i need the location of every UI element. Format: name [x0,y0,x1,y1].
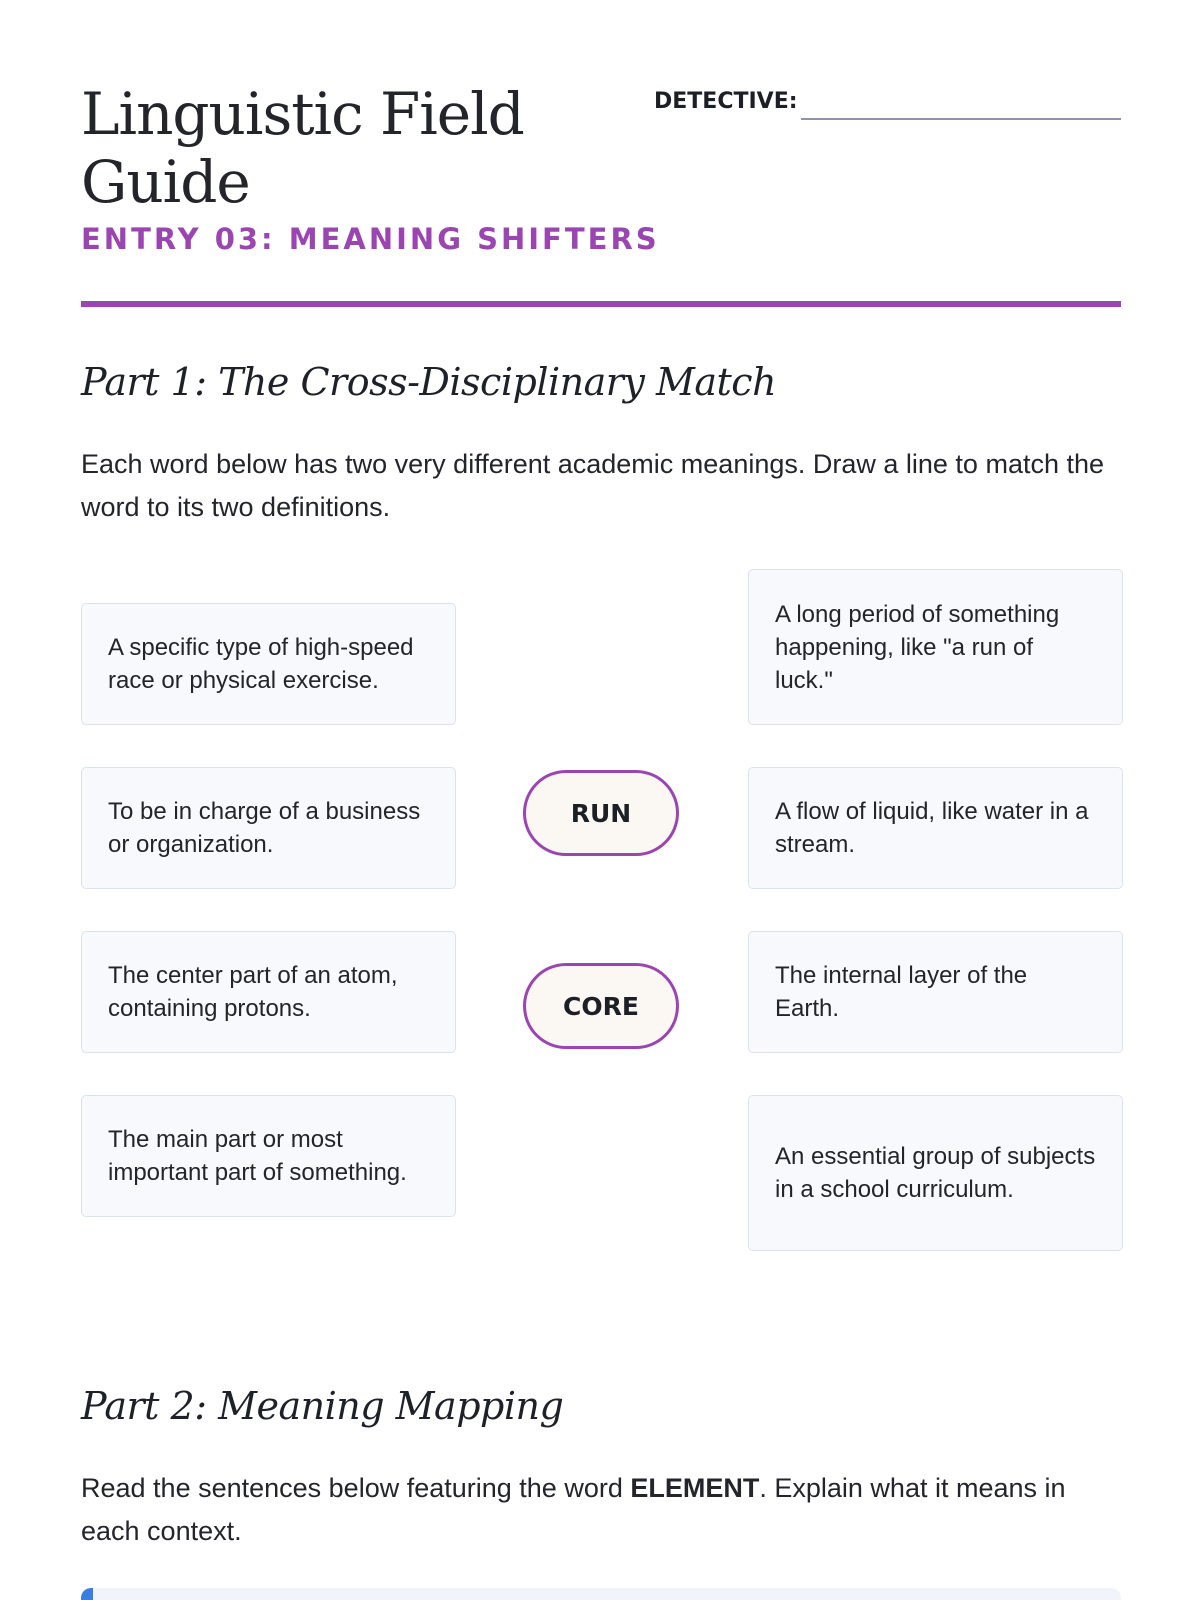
definition-left-4[interactable]: The main part or most important part of something. [81,1095,456,1217]
definition-left-3[interactable]: The center part of an atom, containing protons. [81,931,456,1053]
definition-left-2[interactable]: To be in charge of a business or organization. [81,767,456,889]
part2-instructions-end: . Explain what it means in each context. [81,1473,1066,1546]
definition-right-3[interactable]: The internal layer of the Earth. [748,931,1123,1053]
word-pill-run[interactable]: RUN [523,770,679,856]
definition-right-4[interactable]: An essential group of subjects in a school curriculum. [748,1095,1123,1251]
entry-subtitle: ENTRY 03: MEANING SHIFTERS [81,222,660,256]
definition-right-2[interactable]: A flow of liquid, like water in a stream. [748,767,1123,889]
header-divider [81,301,1121,307]
part2-instructions-start: Read the sentences below featuring the word [81,1473,631,1503]
detective-name-field[interactable] [801,118,1121,120]
part1-heading: Part 1: The Cross-Disciplinary Match [81,360,777,404]
word-pill-core[interactable]: CORE [523,963,679,1049]
part2-heading: Part 2: Meaning Mapping [81,1384,564,1428]
part1-instructions: Each word below has two very different academic meanings. Draw a line to match the word to its two definitions. [81,449,1105,522]
definition-right-1[interactable]: A long period of something happening, like "a run of luck." [748,569,1123,725]
detective-label: DETECTIVE: [654,89,798,114]
sentence-card [81,1588,1121,1600]
part2-instructions [81,1467,1121,1553]
page-title: Linguistic Field Guide [81,80,524,216]
definition-left-1[interactable]: A specific type of high-speed race or physical exercise. [81,603,456,725]
part2-keyword: ELEMENT [630,1473,760,1503]
